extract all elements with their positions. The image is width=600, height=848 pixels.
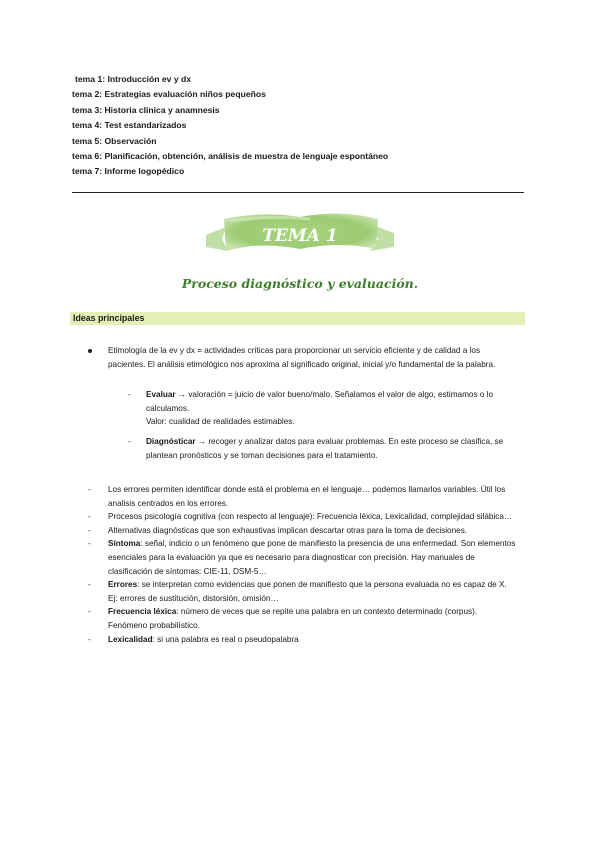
dash-icon: - (88, 525, 91, 535)
title-banner (200, 205, 400, 267)
banner-title: TEMA 1 (262, 226, 338, 246)
page-subtitle: Proceso diagnóstico y evaluación. (181, 276, 419, 291)
list-item: - Los errores permiten identificar donde está el problema en el lenguaje… podemos llamarlos variables. Útil los analisis centrados en los errores. (88, 485, 506, 508)
list-item: - Errores: se interpretan como evidencias que ponen de manifiesto que la persona evaluada no es capaz de X. Ej: errores de sustitución, distorsión, omisión… (88, 580, 507, 603)
main-bullet-text: Etimología de la ev y dx = actividades críticas para proporcionar un servicio eficiente y de calidad a los pacientes. El análisis etimológico nos aproxima al significado original, inicial y/o fundamental de la palabra. (108, 346, 496, 369)
horizontal-divider (72, 192, 524, 193)
toc-item: tema 7: Informe logopédico (72, 166, 185, 177)
list-item: - Frecuencia léxica: número de veces que se repite una palabra en un contexto determinado (corpus). Fenómeno probabilístico. (88, 607, 478, 630)
sub-item-text: → recoger y analizar datos para evaluar problemas. En este proceso se clasifica, se plantean pronósticos y se toman decisiones para el tratamiento. (146, 437, 504, 460)
dash-icon: - (128, 437, 131, 446)
toc-item: tema 2: Estrategias evaluación niños pequeños (72, 89, 266, 100)
bullet-dot-icon (88, 349, 92, 353)
sub-item-term: Evaluar (146, 390, 176, 399)
table-of-contents (72, 72, 388, 180)
dash-icon: - (88, 634, 91, 644)
section-heading: Ideas principales (70, 312, 525, 325)
dash-icon: - (88, 485, 91, 494)
dash-icon: - (128, 390, 131, 399)
notes-list (88, 483, 528, 646)
list-item: - Alternativas diagnósticas que son exhaustivas implican descartar otras para la toma de decisiones. (88, 524, 528, 538)
toc-item: tema 4: Test estandarizados (72, 120, 187, 131)
dash-icon: - (88, 539, 91, 549)
dash-icon: - (88, 607, 91, 617)
list-item: - Procesos psicología cognitiva (con respecto al lenguaje): Frecuencia léxica, Lexicalidad, complejidad silábica… (88, 510, 528, 524)
toc-item: tema 3: Historia clinica y anamnesis (72, 104, 220, 115)
toc-item: tema 1: Introducción ev y dx (75, 74, 192, 84)
list-item: - Lexicalidad: si una palabra es real o pseudopalabra (88, 633, 528, 647)
sub-item-extra: Valor: cualidad de realidades estimables. (146, 417, 295, 427)
sub-item-term: Diagnósticar (146, 437, 196, 446)
list-item: - Síntoma: señal, indicio o un fenómeno que pone de manifiesto la presencia de una enfermedad. Son elementos esenciales para la evaluación ya que es necesario para diagnosticar con precisión. Hay manuales de clasificación de síntomas: CIE-11, DSM-5… (88, 539, 516, 576)
toc-item: tema 5: Observación (72, 135, 157, 146)
sub-item-text: → valoración = juicio de valor bueno/malo. Señalamos el valor de algo, estimamos o lo calculamos. (146, 390, 494, 413)
dash-icon: - (88, 512, 91, 522)
toc-item: tema 6: Planificación, obtención, análisis de muestra de lenguaje espontáneo (72, 151, 389, 162)
dash-icon: - (88, 580, 91, 590)
